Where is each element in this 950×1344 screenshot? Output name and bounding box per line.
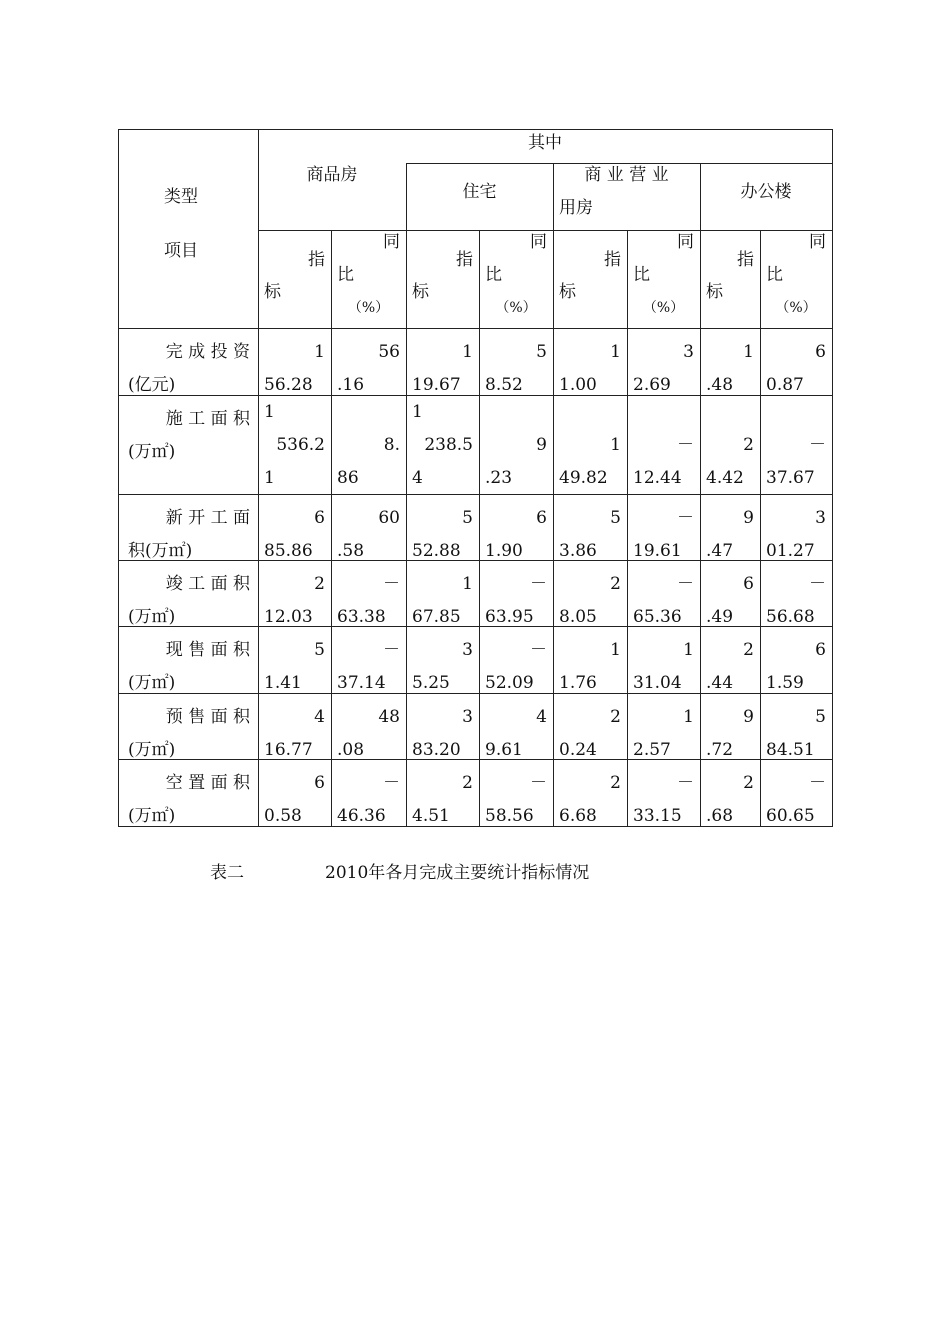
table-cell: 52.88	[412, 541, 461, 561]
table-cell: 2	[610, 574, 621, 594]
table-cell: 6	[314, 508, 325, 528]
table-cell: 3.86	[559, 541, 597, 561]
table-cell: 6	[815, 640, 826, 660]
row-label: (万㎡)	[128, 806, 176, 826]
table-cell: 83.20	[412, 740, 461, 760]
table-cell: .47	[706, 541, 734, 561]
table-cell: 19.67	[412, 375, 461, 395]
table-cell: 1.90	[485, 541, 523, 561]
table-cell: 1	[610, 342, 621, 362]
table-cell: 5	[462, 508, 473, 528]
table-cell: 9	[536, 435, 547, 455]
table-cell: 1	[462, 342, 473, 362]
table-cell: 31.04	[633, 673, 682, 693]
header-group: 其中	[528, 133, 562, 153]
header-index: 标	[706, 282, 723, 302]
table-cell: 60.65	[766, 806, 815, 826]
table-cell: 37.67	[766, 468, 815, 488]
table-cell: 2.69	[633, 375, 671, 395]
table-cell: －	[677, 435, 694, 455]
table-cell: 1	[314, 342, 325, 362]
table-cell: 01.27	[766, 541, 815, 561]
header-item: 项目	[164, 241, 198, 261]
table-cell: 12.03	[264, 607, 313, 627]
table-cell: 49.82	[559, 468, 608, 488]
table-cell: 56	[378, 342, 400, 362]
table-cell: .72	[706, 740, 734, 760]
table-cell: 3	[815, 508, 826, 528]
row-label: 新 开 工 面	[165, 508, 250, 528]
table-cell: 9.61	[485, 740, 523, 760]
table-cell: 6	[743, 574, 754, 594]
table-cell: 9	[743, 508, 754, 528]
table-cell: 5.25	[412, 673, 450, 693]
table-cell: 5	[815, 707, 826, 727]
table-cell: 1.76	[559, 673, 597, 693]
table-cell: 8.05	[559, 607, 597, 627]
table-cell: 2	[610, 707, 621, 727]
header-index: 指	[604, 250, 621, 270]
header-index: 指	[308, 250, 325, 270]
table-cell: 2	[743, 773, 754, 793]
table-cell: .48	[706, 375, 734, 395]
row-label: 积(万㎡)	[128, 541, 193, 561]
table-cell: 9	[743, 707, 754, 727]
header-yoy: 比	[766, 265, 783, 285]
table-cell: －	[530, 773, 547, 793]
table-cell: 85.86	[264, 541, 313, 561]
table-cell: .68	[706, 806, 734, 826]
row-label: (万㎡)	[128, 607, 176, 627]
table-cell: .44	[706, 673, 734, 693]
table-cell: 16.77	[264, 740, 313, 760]
header-commodity: 商品房	[306, 165, 358, 185]
table-cell: 63.38	[337, 607, 386, 627]
table-cell: 84.51	[766, 740, 815, 760]
header-yoy: （%）	[775, 300, 817, 316]
table-cell: 3	[683, 342, 694, 362]
table-cell: .16	[337, 375, 365, 395]
table-cell: 1	[264, 402, 275, 422]
table-cell: 8.52	[485, 375, 523, 395]
table-cell: 6	[815, 342, 826, 362]
table-cell: 37.14	[337, 673, 386, 693]
table-cell: －	[383, 773, 400, 793]
table-cell: 1	[683, 707, 694, 727]
row-label: 竣 工 面 积	[165, 574, 250, 594]
table-cell: －	[677, 508, 694, 528]
table-cell: 1.00	[559, 375, 597, 395]
table-cell: 1.59	[766, 673, 804, 693]
row-label: 完 成 投 资	[165, 342, 250, 362]
table-cell: 3	[462, 640, 473, 660]
table-cell: 8.	[383, 435, 400, 455]
table-cell: 238.5	[424, 435, 473, 455]
table-cell: 4	[536, 707, 547, 727]
row-label: 现 售 面 积	[165, 640, 250, 660]
header-yoy: 比	[485, 265, 502, 285]
row-label: (万㎡)	[128, 442, 176, 462]
table-cell: 67.85	[412, 607, 461, 627]
table-cell: 65.36	[633, 607, 682, 627]
row-label: (万㎡)	[128, 673, 176, 693]
table-cell: 86	[337, 468, 359, 488]
table-cell: 2.57	[633, 740, 671, 760]
row-label: 预 售 面 积	[165, 707, 250, 727]
table-cell: 63.95	[485, 607, 534, 627]
table-cell: .23	[485, 468, 513, 488]
table-cell: 536.2	[276, 435, 325, 455]
table-cell: 5	[610, 508, 621, 528]
header-index: 指	[737, 250, 754, 270]
header-index: 标	[559, 282, 576, 302]
table-cell: 46.36	[337, 806, 386, 826]
header-yoy: 比	[633, 265, 650, 285]
table-cell: 1	[743, 342, 754, 362]
header-yoy: （%）	[495, 300, 537, 316]
table-cell: －	[677, 574, 694, 594]
header-yoy: （%）	[347, 300, 390, 316]
table-cell: 56.28	[264, 375, 313, 395]
table-cell: －	[809, 773, 826, 793]
header-index: 指	[456, 250, 473, 270]
table-cell: －	[809, 435, 826, 455]
table-cell: 1	[264, 468, 275, 488]
header-type: 类型	[164, 187, 198, 207]
header-index: 标	[264, 282, 281, 302]
table-cell: 4.42	[706, 468, 744, 488]
table-cell: 58.56	[485, 806, 534, 826]
table-cell: 1	[412, 402, 423, 422]
table-cell: －	[530, 640, 547, 660]
row-divider	[118, 328, 832, 329]
header-yoy: 同	[383, 232, 400, 252]
table-cell: 0.87	[766, 375, 804, 395]
row-label: 施 工 面 积	[165, 409, 250, 429]
table-cell: 5	[314, 640, 325, 660]
table-cell: 3	[462, 707, 473, 727]
table-cell: 56.68	[766, 607, 815, 627]
table-cell: 19.61	[633, 541, 682, 561]
row-label: (万㎡)	[128, 740, 176, 760]
table-cell: 1	[683, 640, 694, 660]
table-cell: 1	[610, 435, 621, 455]
header-yoy: 同	[809, 232, 826, 252]
table-cell: .49	[706, 607, 734, 627]
table-cell: －	[383, 640, 400, 660]
table-cell: .08	[337, 740, 365, 760]
header-yoy: 比	[337, 265, 354, 285]
table-cell: 4	[314, 707, 325, 727]
table-cell: 6	[314, 773, 325, 793]
table-cell: .58	[337, 541, 365, 561]
header-office: 办公楼	[740, 182, 792, 202]
header-yoy: 同	[530, 232, 547, 252]
table-cell: 2	[743, 435, 754, 455]
table-cell: 2	[462, 773, 473, 793]
row-label: (亿元)	[128, 375, 176, 395]
table-cell: 4.51	[412, 806, 450, 826]
header-commercial: 用房	[559, 198, 593, 218]
table-cell: －	[677, 773, 694, 793]
table-cell: 5	[536, 342, 547, 362]
table-cell: 0.24	[559, 740, 597, 760]
table-caption-label: 表二	[210, 863, 244, 883]
header-commercial: 商 业 营 业	[584, 165, 669, 185]
table-cell: －	[809, 574, 826, 594]
header-index: 标	[412, 282, 429, 302]
table-cell: 33.15	[633, 806, 682, 826]
table-cell: 6.68	[559, 806, 597, 826]
header-residential: 住宅	[462, 182, 497, 202]
table-cell: 1	[610, 640, 621, 660]
table-cell: 60	[378, 508, 400, 528]
table-cell: 2	[610, 773, 621, 793]
header-yoy: （%）	[642, 300, 685, 316]
table-cell: －	[383, 574, 400, 594]
table-cell: 0.58	[264, 806, 302, 826]
table-cell: 1.41	[264, 673, 302, 693]
row-label: 空 置 面 积	[165, 773, 250, 793]
table-cell: 2	[743, 640, 754, 660]
table-cell: 48	[378, 707, 400, 727]
table-caption-title: 2010年各月完成主要统计指标情况	[325, 863, 590, 883]
table-cell: 2	[314, 574, 325, 594]
table-cell: －	[530, 574, 547, 594]
table-cell: 52.09	[485, 673, 534, 693]
table-cell: 6	[536, 508, 547, 528]
header-yoy: 同	[677, 232, 694, 252]
table-cell: 12.44	[633, 468, 682, 488]
table-border-right	[832, 129, 833, 827]
table-cell: 1	[462, 574, 473, 594]
table-cell: 4	[412, 468, 423, 488]
